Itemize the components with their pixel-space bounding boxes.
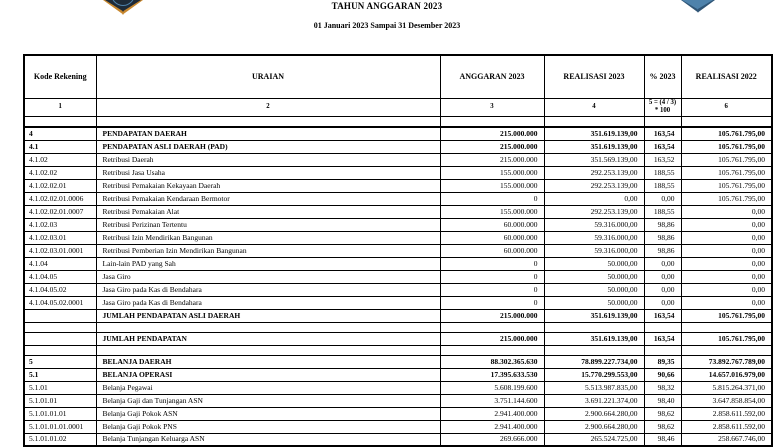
cell-realisasi-2023: 351.619.139,00: [544, 140, 644, 153]
cell-kode-rekening: 4.1.04.05: [24, 270, 96, 283]
cell-realisasi-2022: 14.657.016.979,00: [681, 368, 772, 381]
cell-realisasi-2022: 0,00: [681, 283, 772, 296]
cell-kode-rekening: 5.1.01.01.02: [24, 433, 96, 446]
cell-kode-rekening: [24, 332, 96, 345]
cell-realisasi-2023: 292.253.139,00: [544, 205, 644, 218]
cell-kode-rekening: 4.1.04: [24, 257, 96, 270]
cell-anggaran-2023: 215.000.000: [440, 309, 544, 322]
cell-pct-2023: 0,00: [644, 283, 681, 296]
cell-uraian: Belanja Pegawai: [96, 381, 440, 394]
cell-kode-rekening: 5.1.01.01.01: [24, 407, 96, 420]
cell-kode-rekening: [24, 309, 96, 322]
table-row: [24, 394, 772, 407]
cell-realisasi-2023: 265.524.725,00: [544, 433, 644, 446]
report-title-period: 01 Januari 2023 Sampai 31 Desember 2023: [313, 21, 461, 30]
cell-uraian: Jasa Giro pada Kas di Bendahara: [96, 296, 440, 309]
table-row: [24, 179, 772, 192]
cell-uraian: Retribusi Pemakaian Kendaraan Bermotor: [96, 192, 440, 205]
col-number-5-formula: 5 = (4 / 3) * 100: [644, 98, 681, 116]
cell-pct-2023: 0,00: [644, 296, 681, 309]
table-row: [24, 407, 772, 420]
cell-kode-rekening: 4.1: [24, 140, 96, 153]
cell-pct-2023: 188,55: [644, 179, 681, 192]
cell-uraian: Belanja Gaji Pokok ASN: [96, 407, 440, 420]
table-row: [24, 192, 772, 205]
cell-realisasi-2022: 105.761.795,00: [681, 179, 772, 192]
cell-anggaran-2023: 60.000.000: [440, 244, 544, 257]
table-row: [24, 127, 772, 140]
cell-anggaran-2023: 215.000.000: [440, 153, 544, 166]
cell-pct-2023: 98,32: [644, 381, 681, 394]
cell-realisasi-2022: 0,00: [681, 231, 772, 244]
cell-anggaran-2023: 88.302.365.630: [440, 355, 544, 368]
cell-anggaran-2023: 5.608.199.600: [440, 381, 544, 394]
cell-realisasi-2023: 3.691.221.374,00: [544, 394, 644, 407]
cell-realisasi-2023: 351.619.139,00: [544, 309, 644, 322]
cell-anggaran-2023: 215.000.000: [440, 332, 544, 345]
cell-kode-rekening: [24, 116, 96, 127]
cell-pct-2023: 98,86: [644, 218, 681, 231]
cell-realisasi-2023: 59.316.000,00: [544, 244, 644, 257]
cell-pct-2023: 163,54: [644, 332, 681, 345]
col-header-realisasi-2022: REALISASI 2022: [681, 55, 772, 98]
table-column-number-row: [24, 98, 772, 116]
cell-kode-rekening: 4.1.02.03: [24, 218, 96, 231]
cell-anggaran-2023: 155.000.000: [440, 205, 544, 218]
table-row: [24, 345, 772, 355]
cell-realisasi-2022: 0,00: [681, 205, 772, 218]
cell-uraian: Retribusi Perizinan Tertentu: [96, 218, 440, 231]
cell-anggaran-2023: 2.941.400.000: [440, 420, 544, 433]
cell-kode-rekening: 5.1: [24, 368, 96, 381]
cell-realisasi-2022: 2.858.611.592,00: [681, 420, 772, 433]
cell-realisasi-2023: 0,00: [544, 192, 644, 205]
col-header-realisasi-2023: REALISASI 2023: [544, 55, 644, 98]
col-header-anggaran-2023: ANGGARAN 2023: [440, 55, 544, 98]
cell-kode-rekening: 5.1.01: [24, 381, 96, 394]
cell-realisasi-2023: 50.000,00: [544, 283, 644, 296]
cell-pct-2023: 98,62: [644, 407, 681, 420]
cell-kode-rekening: 4: [24, 127, 96, 140]
cell-uraian: [96, 345, 440, 355]
cell-pct-2023: 188,55: [644, 166, 681, 179]
cell-realisasi-2022: 258.667.746,00: [681, 433, 772, 446]
cell-realisasi-2022: 73.892.767.789,00: [681, 355, 772, 368]
table-row: [24, 218, 772, 231]
cell-kode-rekening: 4.1.04.05.02: [24, 283, 96, 296]
cell-pct-2023: 98,46: [644, 433, 681, 446]
table-row: [24, 166, 772, 179]
cell-pct-2023: 98,40: [644, 394, 681, 407]
cell-realisasi-2023: 351.619.139,00: [544, 332, 644, 345]
report-header: [0, 0, 774, 30]
cell-anggaran-2023: 0: [440, 257, 544, 270]
cell-anggaran-2023: 2.941.400.000: [440, 407, 544, 420]
cell-realisasi-2023: 50.000,00: [544, 257, 644, 270]
cell-realisasi-2022: 105.761.795,00: [681, 332, 772, 345]
cell-pct-2023: 163,54: [644, 309, 681, 322]
cell-anggaran-2023: 60.000.000: [440, 231, 544, 244]
cell-realisasi-2022: 105.761.795,00: [681, 192, 772, 205]
table-row: [24, 433, 772, 446]
cell-realisasi-2022: 105.761.795,00: [681, 127, 772, 140]
col-header-kode-rekening: Kode Rekening: [24, 55, 96, 98]
cell-pct-2023: 98,86: [644, 231, 681, 244]
cell-pct-2023: 98,62: [644, 420, 681, 433]
cell-pct-2023: [644, 345, 681, 355]
cell-realisasi-2023: [544, 116, 644, 127]
cell-anggaran-2023: 3.751.144.600: [440, 394, 544, 407]
cell-kode-rekening: [24, 345, 96, 355]
cell-realisasi-2023: 292.253.139,00: [544, 166, 644, 179]
cell-kode-rekening: 5.1.01.01.01.0001: [24, 420, 96, 433]
col-number-2: 2: [96, 98, 440, 116]
cell-uraian: Belanja Tunjangan Keluarga ASN: [96, 433, 440, 446]
table-row: [24, 140, 772, 153]
cell-kode-rekening: 4.1.02.02.01.0007: [24, 205, 96, 218]
cell-realisasi-2023: 351.619.139,00: [544, 127, 644, 140]
cell-kode-rekening: 4.1.02.03.01: [24, 231, 96, 244]
cell-realisasi-2022: 3.647.858.854,00: [681, 394, 772, 407]
cell-pct-2023: 188,55: [644, 205, 681, 218]
cell-uraian: [96, 322, 440, 332]
col-number-1: 1: [24, 98, 96, 116]
cell-anggaran-2023: 60.000.000: [440, 218, 544, 231]
cell-pct-2023: 163,52: [644, 153, 681, 166]
table-row: [24, 332, 772, 345]
col-number-6: 6: [681, 98, 772, 116]
cell-uraian: Retribusi Jasa Usaha: [96, 166, 440, 179]
cell-uraian: Lain-lain PAD yang Sah: [96, 257, 440, 270]
cell-realisasi-2023: 78.899.227.734,00: [544, 355, 644, 368]
cell-realisasi-2023: 5.513.987.835,00: [544, 381, 644, 394]
cell-realisasi-2023: [544, 345, 644, 355]
cell-anggaran-2023: 0: [440, 192, 544, 205]
cell-uraian: Retribusi Daerah: [96, 153, 440, 166]
col-number-3: 3: [440, 98, 544, 116]
cell-uraian: Jasa Giro pada Kas di Bendahara: [96, 283, 440, 296]
cell-uraian: JUMLAH PENDAPATAN ASLI DAERAH: [96, 309, 440, 322]
cell-realisasi-2023: [544, 322, 644, 332]
cell-realisasi-2022: 105.761.795,00: [681, 140, 772, 153]
table-row: [24, 420, 772, 433]
cell-realisasi-2022: 0,00: [681, 257, 772, 270]
cell-anggaran-2023: 269.666.000: [440, 433, 544, 446]
cell-realisasi-2022: [681, 116, 772, 127]
report-title-year: TAHUN ANGGARAN 2023: [331, 1, 443, 11]
cell-anggaran-2023: 0: [440, 270, 544, 283]
cell-realisasi-2022: [681, 345, 772, 355]
cell-anggaran-2023: [440, 116, 544, 127]
cell-uraian: PENDAPATAN DAERAH: [96, 127, 440, 140]
col-number-4: 4: [544, 98, 644, 116]
cell-kode-rekening: 4.1.02.02.01: [24, 179, 96, 192]
cell-uraian: PENDAPATAN ASLI DAERAH (PAD): [96, 140, 440, 153]
cell-uraian: Retribusi Pemberian Izin Mendirikan Bangunan: [96, 244, 440, 257]
cell-pct-2023: 0,00: [644, 257, 681, 270]
cell-anggaran-2023: 0: [440, 283, 544, 296]
cell-realisasi-2022: 105.761.795,00: [681, 166, 772, 179]
table-row: [24, 381, 772, 394]
cell-uraian: Retribusi Izin Mendirikan Bangunan: [96, 231, 440, 244]
table-row: [24, 153, 772, 166]
table-row: [24, 257, 772, 270]
cell-pct-2023: 0,00: [644, 270, 681, 283]
cell-uraian: BELANJA DAERAH: [96, 355, 440, 368]
cell-anggaran-2023: 215.000.000: [440, 127, 544, 140]
col-header-uraian: URAIAN: [96, 55, 440, 98]
cell-anggaran-2023: 17.395.633.530: [440, 368, 544, 381]
cell-kode-rekening: 4.1.02: [24, 153, 96, 166]
cell-realisasi-2023: 351.569.139,00: [544, 153, 644, 166]
cell-anggaran-2023: [440, 322, 544, 332]
cell-pct-2023: 163,54: [644, 127, 681, 140]
table-row: [24, 283, 772, 296]
cell-pct-2023: 163,54: [644, 140, 681, 153]
table-row: [24, 355, 772, 368]
table-row: [24, 205, 772, 218]
cell-uraian: BELANJA OPERASI: [96, 368, 440, 381]
cell-pct-2023: 98,86: [644, 244, 681, 257]
cell-realisasi-2023: 2.900.664.280,00: [544, 407, 644, 420]
cell-realisasi-2023: 59.316.000,00: [544, 231, 644, 244]
cell-kode-rekening: 4.1.04.05.02.0001: [24, 296, 96, 309]
cell-anggaran-2023: [440, 345, 544, 355]
cell-realisasi-2022: [681, 322, 772, 332]
table-row: [24, 322, 772, 332]
cell-anggaran-2023: 215.000.000: [440, 140, 544, 153]
cell-realisasi-2022: 5.815.264.371,00: [681, 381, 772, 394]
table-row: [24, 309, 772, 322]
cell-kode-rekening: 5: [24, 355, 96, 368]
cell-kode-rekening: 5.1.01.01: [24, 394, 96, 407]
cell-kode-rekening: 4.1.02.03.01.0001: [24, 244, 96, 257]
cell-pct-2023: 90,66: [644, 368, 681, 381]
cell-realisasi-2022: 0,00: [681, 270, 772, 283]
cell-anggaran-2023: 0: [440, 296, 544, 309]
cell-kode-rekening: [24, 322, 96, 332]
cell-pct-2023: 0,00: [644, 192, 681, 205]
cell-realisasi-2022: 0,00: [681, 244, 772, 257]
cell-kode-rekening: 4.1.02.02: [24, 166, 96, 179]
cell-realisasi-2023: 15.770.299.553,00: [544, 368, 644, 381]
cell-pct-2023: 89,35: [644, 355, 681, 368]
cell-uraian: Retribusi Pemakaian Kekayaan Daerah: [96, 179, 440, 192]
cell-realisasi-2022: 0,00: [681, 218, 772, 231]
cell-anggaran-2023: 155.000.000: [440, 166, 544, 179]
cell-anggaran-2023: 155.000.000: [440, 179, 544, 192]
cell-realisasi-2022: 2.858.611.592,00: [681, 407, 772, 420]
cell-uraian: Belanja Gaji dan Tunjangan ASN: [96, 394, 440, 407]
cell-realisasi-2022: 0,00: [681, 296, 772, 309]
cell-uraian: Jasa Giro: [96, 270, 440, 283]
col-header-pct-2023: % 2023: [644, 55, 681, 98]
cell-realisasi-2023: 50.000,00: [544, 296, 644, 309]
cell-realisasi-2023: 292.253.139,00: [544, 179, 644, 192]
table-row: [24, 116, 772, 127]
cell-realisasi-2023: 2.900.664.280,00: [544, 420, 644, 433]
table-row: [24, 368, 772, 381]
cell-kode-rekening: 4.1.02.02.01.0006: [24, 192, 96, 205]
cell-realisasi-2023: 50.000,00: [544, 270, 644, 283]
budget-realization-table: [23, 54, 773, 447]
table-row: [24, 231, 772, 244]
cell-pct-2023: [644, 322, 681, 332]
cell-realisasi-2023: 59.316.000,00: [544, 218, 644, 231]
cell-realisasi-2022: 105.761.795,00: [681, 309, 772, 322]
cell-uraian: Retribusi Pemakaian Alat: [96, 205, 440, 218]
cell-uraian: JUMLAH PENDAPATAN: [96, 332, 440, 345]
table-row: [24, 296, 772, 309]
table-row: [24, 244, 772, 257]
cell-uraian: Belanja Gaji Pokok PNS: [96, 420, 440, 433]
table-row: [24, 270, 772, 283]
table-header-row: [24, 55, 772, 98]
cell-realisasi-2022: 105.761.795,00: [681, 153, 772, 166]
cell-pct-2023: [644, 116, 681, 127]
cell-uraian: [96, 116, 440, 127]
